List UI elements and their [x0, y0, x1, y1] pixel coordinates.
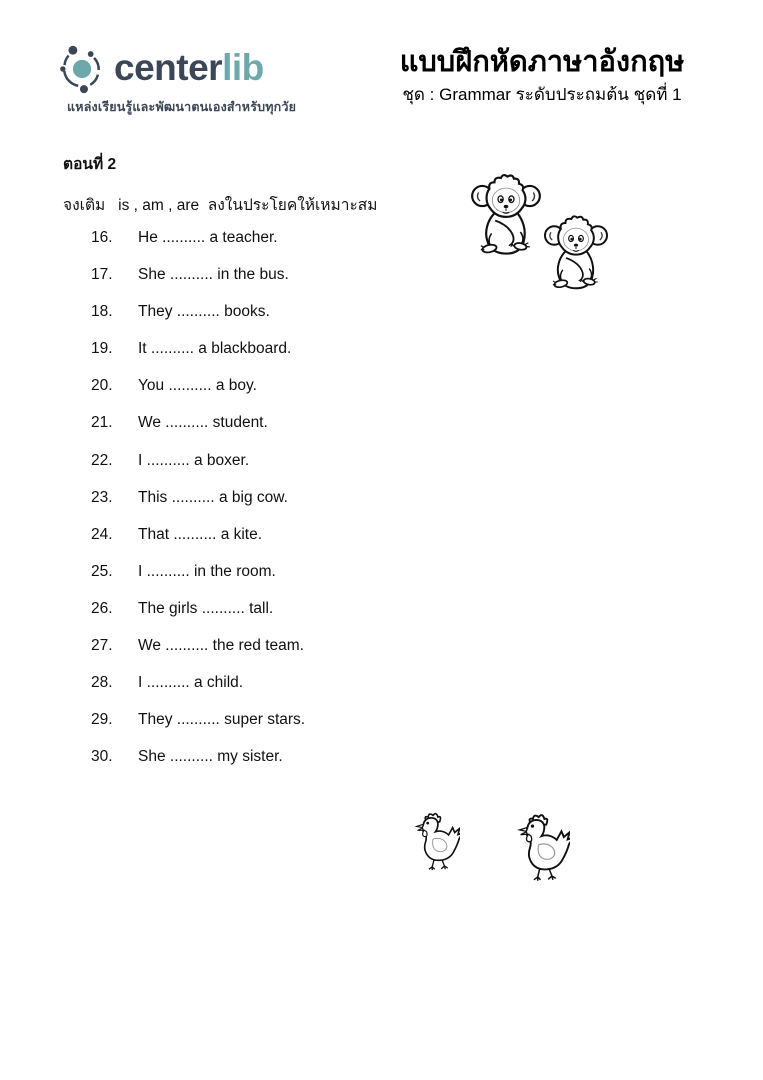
- item-number: 16.: [91, 229, 113, 246]
- item-number: 20.: [91, 377, 113, 395]
- item-number: 28.: [91, 674, 113, 692]
- monkey-clipart-2: [543, 209, 609, 295]
- exercise-item-25: [91, 563, 511, 600]
- exercise-item-19: [91, 340, 511, 377]
- item-text: It .......... a blackboard.: [138, 340, 292, 358]
- brand-secondary: lib: [222, 47, 264, 88]
- brand-primary: center: [114, 47, 223, 88]
- exercise-item-20: [91, 377, 511, 414]
- item-number: 17.: [91, 266, 113, 284]
- item-number: 25.: [91, 562, 113, 580]
- item-number: 30.: [91, 748, 113, 766]
- item-text: We .......... the red team.: [138, 637, 304, 655]
- item-text: That .......... a kite.: [138, 525, 263, 543]
- exercise-item-30: [91, 748, 511, 785]
- section-title: ตอนที่ 2: [63, 156, 117, 173]
- centerlib-logo-icon: [58, 40, 108, 96]
- logo-block: [58, 40, 296, 117]
- item-text: This .......... a big cow.: [138, 488, 288, 506]
- item-number: 29.: [91, 711, 113, 729]
- item-number: 22.: [91, 451, 113, 469]
- exercise-item-22: [91, 452, 511, 489]
- item-number: 24.: [91, 525, 113, 543]
- item-text: He .......... a teacher.: [138, 229, 278, 246]
- item-text: She .......... in the bus.: [138, 266, 289, 284]
- exercise-list: [91, 229, 511, 785]
- instructions: จงเติม is , am , are ลงในประโยคให้เหมาะสม: [63, 197, 378, 214]
- item-text: She .......... my sister.: [138, 748, 283, 766]
- item-text: I .......... a child.: [138, 674, 244, 692]
- exercise-item-29: [91, 711, 511, 748]
- brand-tagline: แหล่งเรียนรู้และพัฒนาตนเองสำหรับทุกวัย: [67, 100, 297, 114]
- exercise-item-18: [91, 303, 511, 340]
- item-number: 26.: [91, 599, 113, 617]
- item-text: They .......... super stars.: [138, 711, 306, 729]
- item-number: 21.: [91, 414, 113, 432]
- item-number: 18.: [91, 303, 113, 321]
- exercise-item-26: [91, 600, 511, 637]
- item-text: We .......... student.: [138, 414, 268, 432]
- chicken-clipart-1: [411, 812, 460, 871]
- exercise-item-27: [91, 637, 511, 674]
- item-number: 27.: [91, 637, 113, 655]
- item-text: The girls .......... tall.: [138, 599, 274, 617]
- document-subtitle: ชุด : Grammar ระดับประถมต้น ชุดที่ 1: [402, 85, 682, 105]
- title-block: [383, 44, 701, 108]
- exercise-item-23: [91, 489, 511, 526]
- item-text: You .......... a boy.: [138, 377, 257, 395]
- document-title: แบบฝึกหัดภาษาอังกฤษ: [399, 46, 685, 78]
- exercise-item-28: [91, 674, 511, 711]
- item-number: 19.: [91, 340, 113, 358]
- exercise-item-16: [91, 229, 511, 266]
- exercise-item-21: [91, 414, 511, 451]
- item-text: They .......... books.: [138, 303, 270, 321]
- exercise-item-17: [91, 266, 511, 303]
- brand-wordmark: [114, 43, 264, 93]
- item-text: I .......... in the room.: [138, 562, 276, 580]
- item-number: 23.: [91, 488, 113, 506]
- exercise-item-24: [91, 526, 511, 563]
- chicken-clipart-2: [513, 813, 570, 882]
- item-text: I .......... a boxer.: [138, 451, 250, 469]
